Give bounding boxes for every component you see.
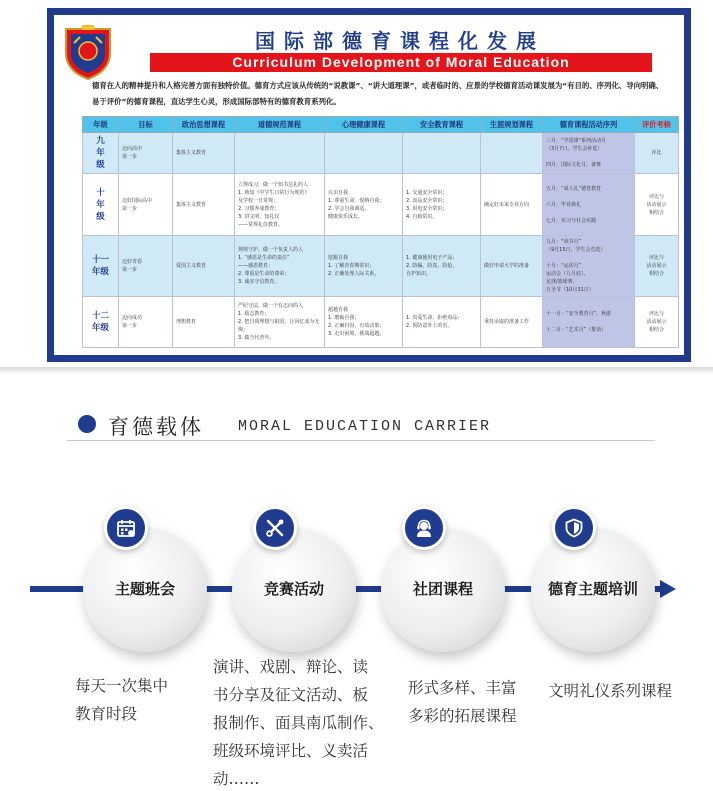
moral-cell: 立规成习，做一个知书达礼的人 1. 熟知《中学生日常行为规范》 及学校一日常规； 2. 习惯养成教育； 3. 讲文明，知礼仪 ——常规礼仪教育。 — [235, 174, 325, 236]
section-title: 育德载体 — [108, 415, 204, 439]
carrier-description: 演讲、戏剧、辩论、读 书分享及征文活动、板 报制作、面具南瓜制作、 班级环境评比、义卖活 动…… — [213, 658, 384, 788]
moral-cell: 规则守护，做一个负责人的人 1. “感恩是生命的责任” ——感恩教育； 2. 尊重是生命的尊荣； 3. 诚实守信教育。 — [235, 236, 325, 297]
poster-body — [54, 15, 684, 355]
table-header: 安全教育课程 — [403, 117, 481, 133]
carrier-moral-training — [531, 528, 655, 652]
eval-cell: 评比与 活动展示 相结合 — [635, 174, 679, 236]
eval-cell: 评比 — [635, 133, 679, 174]
curriculum-poster — [47, 8, 691, 362]
carrier-label: 竞赛活动 — [263, 580, 324, 598]
eval-cell: 评比与 活动展示 相结合 — [635, 297, 679, 348]
table-header: 政治思想课程 — [173, 117, 235, 133]
tools-icon — [253, 506, 297, 550]
table-header: 目标 — [119, 117, 173, 133]
grade-cell: 九 年 级 — [83, 133, 119, 174]
table-header: 生涯规划课程 — [481, 117, 543, 133]
goal-cell: 迈好国际高中 第一步 — [119, 174, 173, 236]
table-row — [83, 297, 679, 348]
goal-cell: 迈好青春 第一步 — [119, 236, 173, 297]
calendar-icon — [104, 506, 148, 550]
carrier-club-course — [381, 528, 505, 652]
carrier-description: 形式多样、丰富 多彩的拓展课程 — [408, 679, 517, 725]
carrier-description: 文明礼仪系列课程 — [548, 682, 673, 700]
activities-cell: 三月：“学雷锋”系列活动月 （3月7日，学生会补选） 四月：国际文化月，备赛 — [543, 133, 635, 174]
table-header: 德育课程活动序列 — [543, 117, 635, 133]
grade-cell: 十一 年级 — [83, 236, 119, 297]
table-header: 心理健康课程 — [325, 117, 403, 133]
career-cell: 做好申请大学的准备 — [481, 236, 543, 297]
safety-cell — [403, 133, 481, 174]
career-cell: 确定好未来专业方向 — [481, 174, 543, 236]
table-row — [83, 174, 679, 236]
poster-banner: Curriculum Development of Moral Education — [150, 53, 652, 72]
section-divider — [0, 367, 713, 375]
goal-cell: 迈向高中 第一步 — [119, 133, 173, 174]
political-cell: 集体主义教育 — [173, 174, 235, 236]
timeline-arrow-icon — [660, 580, 676, 598]
heading-dot — [78, 415, 96, 433]
table-header: 评价考核 — [635, 117, 679, 133]
safety-cell: 1. 真爱生命，拒绝毒品； 2. 预防意外上的害。 — [403, 297, 481, 348]
grade-cell: 十二 年级 — [83, 297, 119, 348]
curriculum-table — [82, 116, 679, 348]
table-row — [83, 236, 679, 297]
carrier-label: 德育主题培训 — [547, 580, 638, 598]
table-header: 年级 — [83, 117, 119, 133]
political-cell: 爱国主义教育 — [173, 236, 235, 297]
carrier-description: 每天一次集中 教育时段 — [75, 677, 169, 723]
carrier-label: 主题班会 — [114, 580, 175, 598]
table-header-row — [83, 117, 679, 133]
mental-cell — [325, 133, 403, 174]
goal-cell: 迈向成功 第一步 — [119, 297, 173, 348]
eval-cell: 评比与 活动展示 相结合 — [635, 236, 679, 297]
carrier-theme-class — [83, 528, 207, 652]
safety-cell: 1. 健康使用电子产品； 2. 防骗、防盗、防抢， 自护知识。 — [403, 236, 481, 297]
table-row — [83, 133, 679, 174]
career-cell: 秉持录取的准备工作 — [481, 297, 543, 348]
political-cell: 理想教育 — [173, 297, 235, 348]
carrier-label: 社团课程 — [412, 580, 473, 598]
safety-cell: 1. 交通安全常识； 2. 食品安全常识； 3. 用电安全常识； 4. 自救常识。 — [403, 174, 481, 236]
grade-cell: 十 年 级 — [83, 174, 119, 236]
section-title-en: MORAL EDUCATION CARRIER — [238, 418, 492, 435]
table-header: 道德规范课程 — [235, 117, 325, 133]
moral-cell — [235, 133, 325, 174]
mental-cell: 认识自我 1. 尊重生命，悦纳自我； 2. 学会自我调适， 健康快乐成长。 — [325, 174, 403, 236]
poster-title: 国际部德育课程化发展 — [255, 29, 545, 53]
activities-cell: 十一月：“安全教育月”，秋游 十二月：“艺术月”（排话） — [543, 297, 635, 348]
carrier-competition — [232, 528, 356, 652]
activities-cell: 九月：“读书月” （9月15日，学生会竞选） 十月：“运动月” 运动会（九月底）、 足球/篮球赛、 万圣节（10月31日） — [543, 236, 635, 297]
heading-underline — [67, 440, 655, 441]
moral-cell: 严纪守法，做一个有志向的人 1. 励志教育； 2. 把自我理想与祖国，让回忆成为无悔； 3. 做当代青年。 — [235, 297, 325, 348]
activities-cell: 五月：“成人礼”德育教育 六月：毕业典礼 七月：实习与社会实践 — [543, 174, 635, 236]
poster-intro: 德育在人的精神提升和人格完善方面有独特价值。德育方式应该从传统的“说教课”、“讲大道理课”，或者临时的、应景的学校德育活动课发展为“有目的、序列化、导向明确、易于评价”的德育课程，直达学生心灵，形成国际部特有的德育教育系列化。 — [92, 81, 664, 106]
school-crest-icon — [62, 23, 114, 81]
mental-cell: 挖掘自我 1. 了解青春期常识； 2. 正确处理人际关系。 — [325, 236, 403, 297]
career-cell — [481, 133, 543, 174]
mental-cell: 超越自我 1. 磨砺自我； 2. 正确归因，有效决策； 3. 走出困境，挑战超越。 — [325, 297, 403, 348]
headset-user-icon — [402, 506, 446, 550]
political-cell: 集体主义教育 — [173, 133, 235, 174]
shield-check-icon — [552, 506, 596, 550]
